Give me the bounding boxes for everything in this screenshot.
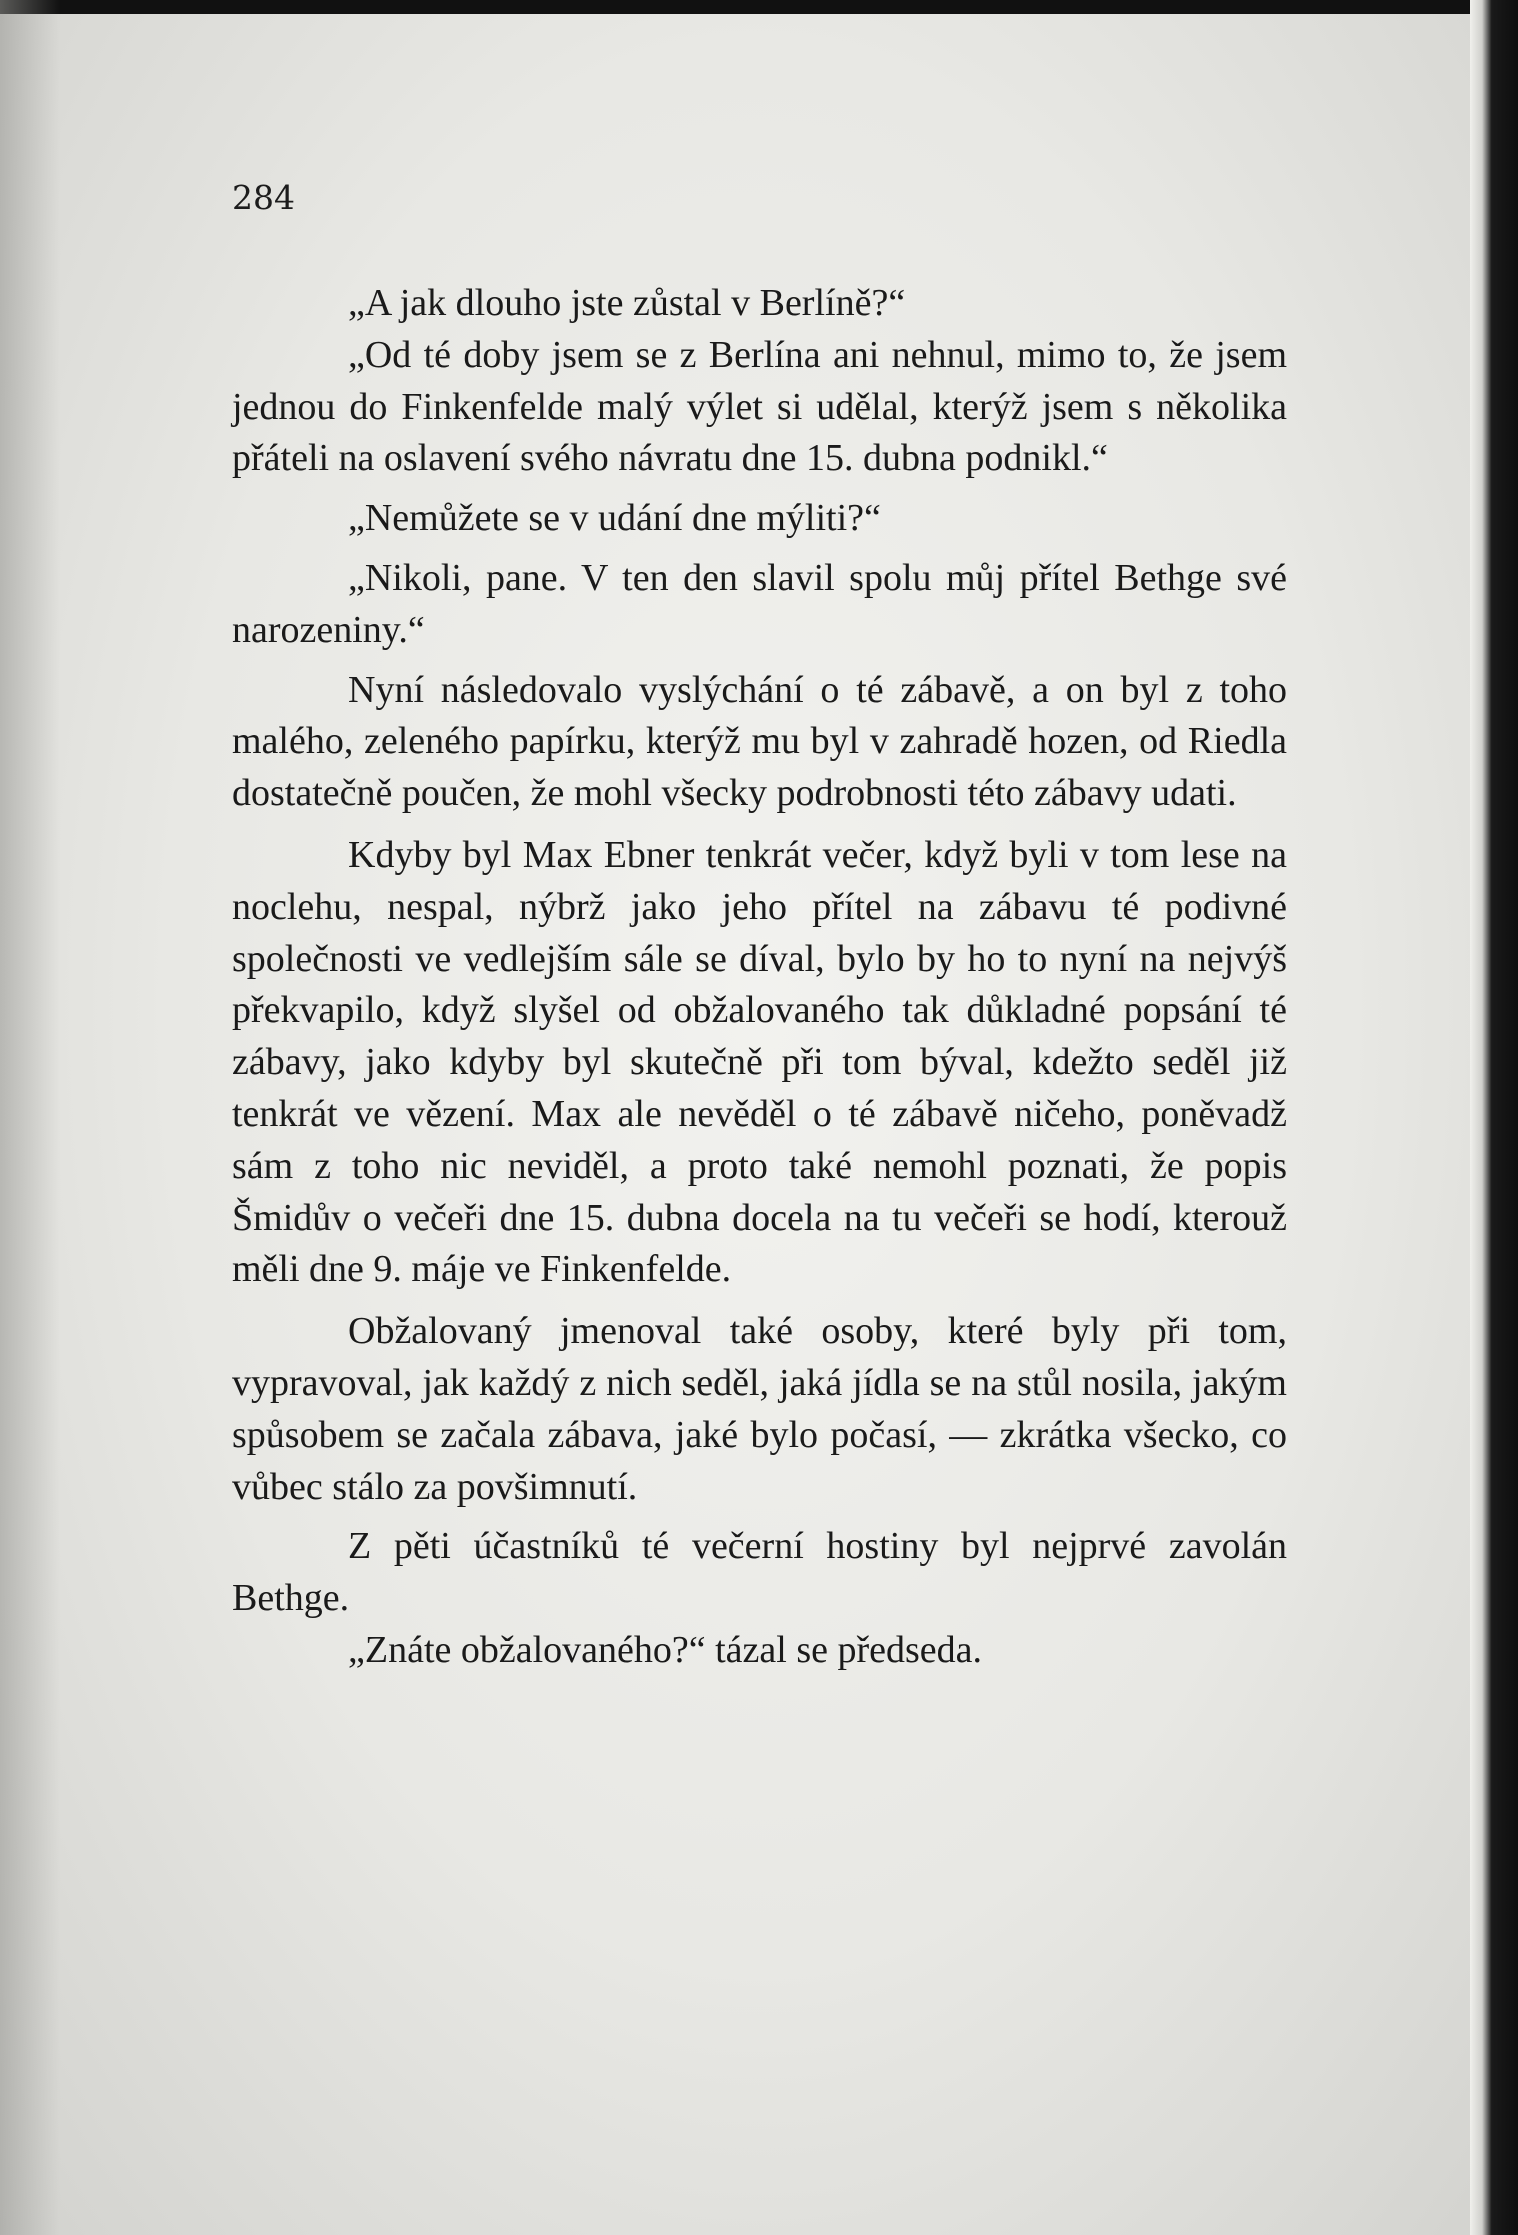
page-number: 284: [232, 178, 295, 217]
paragraph: „Nikoli, pane. V ten den slavil spolu můj přítel Bethge své narozeniny.“: [232, 556, 1287, 651]
paragraph: „A jak dlouho jste zůstal v Berlíně?“: [348, 282, 906, 324]
paragraph: Z pěti účastníků té večerní hostiny byl nejprvé zavolán Bethge.: [232, 1525, 1287, 1620]
scan-top-border: [0, 0, 1518, 14]
body-text: [232, 278, 1287, 1677]
paragraph: „Od té doby jsem se z Berlína ani nehnul, mimo to, že jsem jednou do Finkenfelde malý výlet si udělal, kterýž jsem s několika přáteli na oslavení svého návratu dne 15. dubna podnikl.“: [232, 333, 1287, 480]
scan-left-shadow: [0, 0, 60, 2235]
paragraph: Nyní následovalo vyslýchání o té zábavě, a on byl z toho malého, zeleného papírku, kterýž mu byl v zahradě hozen, od Riedla dostatečně poučen, že mohl všecky podrobnosti této zábavy udati.: [232, 668, 1287, 815]
paragraph: „Nemůžete se v udání dne mýliti?“: [348, 497, 881, 540]
scan-right-border: [1470, 0, 1518, 2235]
paragraph: Obžalovaný jmenoval také osoby, které byly při tom, vypravoval, jak každý z nich seděl, jaká jídla se na stůl nosila, jakým spůsobem se začala zábava, jaké bylo počasí, — zkrátka všecko, co vůbec stálo za povšimnutí.: [232, 1310, 1287, 1508]
paragraph: „Znáte obžalovaného?“ tázal se předseda.: [348, 1628, 983, 1671]
paragraph: Kdyby byl Max Ebner tenkrát večer, když byli v tom lese na noclehu, nespal, nýbrž jako jeho přítel na zábavu té podivné společnosti ve vedlejším sále se díval, bylo by ho to nyní na nejvýš překvapilo, když slyšel od obžalovaného tak důkladné popsání té zábavy, jako kdyby byl skutečně při tom býval, kdežto seděl již tenkrát ve vězení. Max ale nevěděl o té zábavě ničeho, poněvadž sám z toho nic neviděl, a proto také nemohl poznati, že popis Šmidův o večeři dne 15. dubna docela na tu večeři se hodí, kterouž měli dne 9. máje ve Finkenfelde.: [232, 833, 1287, 1291]
